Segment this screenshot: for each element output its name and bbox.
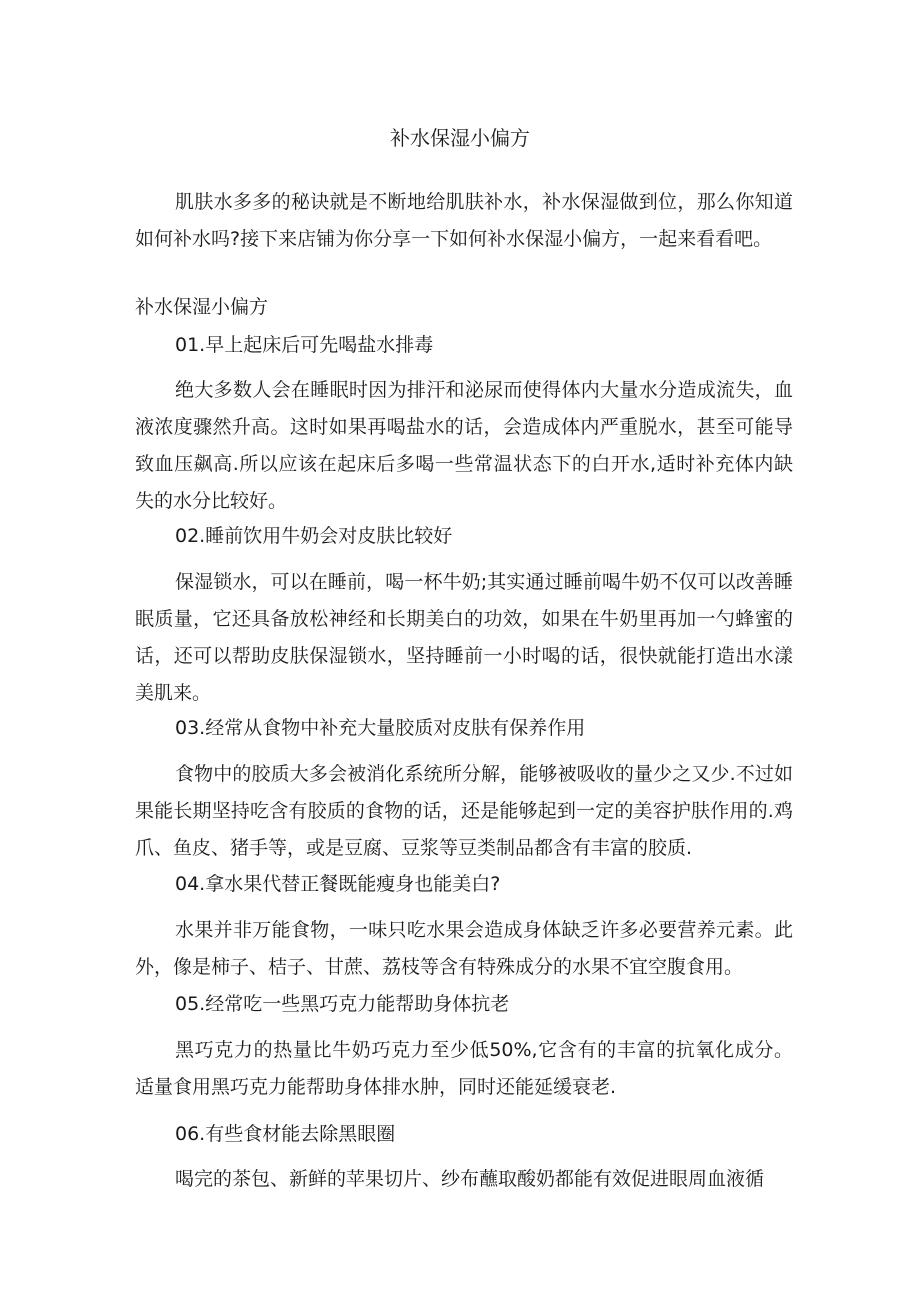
section-body-02: 保湿锁水，可以在睡前，喝一杯牛奶;其实通过睡前喝牛奶不仅可以改善睡眠质量，它还具备放松神经和长期美白的功效，如果在牛奶里再加一勺蜂蜜的话，还可以帮助皮肤保湿锁水，坚持睡前一小时喝的话，很快就能打造出水漾美肌来。 bbox=[135, 571, 793, 704]
section-heading-01: 01.早上起床后可先喝盐水排毒 bbox=[175, 334, 434, 356]
subtitle: 补水保湿小偏方 bbox=[135, 296, 269, 318]
section-heading-06: 06.有些食材能去除黑眼圈 bbox=[175, 1123, 396, 1145]
section-heading-04: 04.拿水果代替正餐既能瘦身也能美白? bbox=[175, 873, 501, 895]
intro-paragraph: 肌肤水多多的秘诀就是不断地给肌肤补水，补水保湿做到位，那么你知道如何补水吗?接下来店铺为你分享一下如何补水保湿小偏方，一起来看看吧。 bbox=[135, 191, 793, 250]
section-body-06: 喝完的茶包、新鲜的苹果切片、纱布蘸取酸奶都能有效促进眼周血液循 bbox=[175, 1168, 765, 1190]
document-title: 补水保湿小偏方 bbox=[390, 126, 530, 150]
section-heading-02: 02.睡前饮用牛奶会对皮肤比较好 bbox=[175, 525, 453, 547]
section-body-01: 绝大多数人会在睡眠时因为排汗和泌尿而使得体内大量水分造成流失，血液浓度骤然升高。这时如果再喝盐水的话，会造成体内严重脱水，甚至可能导致血压飙高.所以应该在起床后多喝一些常温状态下的白开水,适时补充体内缺失的水分比较好。 bbox=[135, 379, 793, 512]
section-body-05: 黑巧克力的热量比牛奶巧克力至少低50%,它含有的丰富的抗氧化成分。适量食用黑巧克力能帮助身体排水肿，同时还能延缓衰老. bbox=[135, 1039, 793, 1098]
section-body-04: 水果并非万能食物，一味只吃水果会造成身体缺乏许多必要营养元素。此外，像是柿子、桔子、甘蔗、荔枝等含有特殊成分的水果不宜空腹食用。 bbox=[135, 919, 793, 978]
section-heading-05: 05.经常吃一些黑巧克力能帮助身体抗老 bbox=[175, 993, 510, 1015]
section-heading-03: 03.经常从食物中补充大量胶质对皮肤有保养作用 bbox=[175, 717, 586, 739]
section-body-03: 食物中的胶质大多会被消化系统所分解，能够被吸收的量少之又少.不过如果能长期坚持吃含有胶质的食物的话，还是能够起到一定的美容护肤作用的.鸡爪、鱼皮、猪手等，或是豆腐、豆浆等豆类制品都含有丰富的胶质. bbox=[135, 763, 793, 859]
